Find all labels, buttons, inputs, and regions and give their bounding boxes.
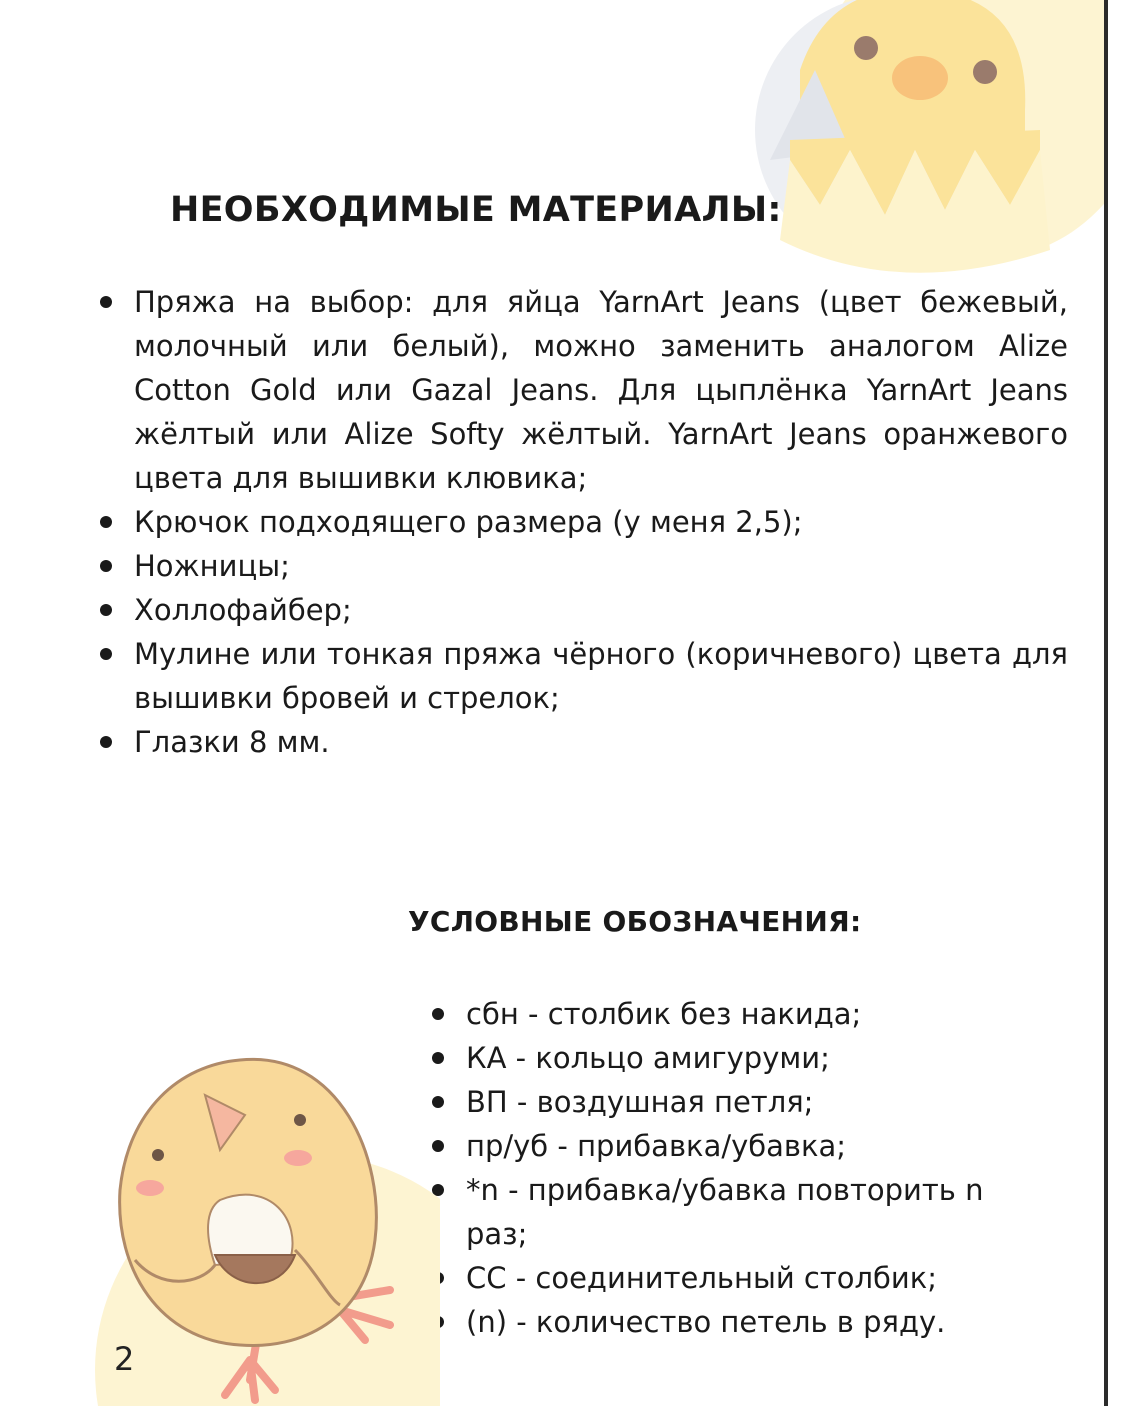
materials-title: НЕОБХОДИМЫЕ МАТЕРИАЛЫ: [170, 190, 782, 230]
page-border [1104, 0, 1108, 1406]
list-item: пр/уб - прибавка/убавка; [430, 1124, 1030, 1168]
list-item: ВП - воздушная петля; [430, 1080, 1030, 1124]
list-item: (n) - количество петель в ряду. [430, 1300, 1030, 1344]
legend-title: УСЛОВНЫЕ ОБОЗНАЧЕНИЯ: [408, 905, 862, 938]
chick-beak [892, 56, 948, 100]
chick-cheek-left [136, 1180, 164, 1196]
list-item: Глазки 8 мм. [98, 720, 1068, 764]
egg-chick-illustration [40, 1040, 440, 1406]
list-item: сбн - столбик без накида; [430, 992, 1030, 1036]
list-item: Мулине или тонкая пряжа чёрного (коричневого) цвета для вышивки бровей и стрелок; [98, 632, 1068, 720]
chick-eye-left [152, 1149, 164, 1161]
list-item: Ножницы; [98, 544, 1068, 588]
materials-list [98, 280, 1068, 764]
chick-eye-left [854, 36, 878, 60]
list-item: Пряжа на выбор: для яйца YarnArt Jeans (цвет бежевый, молочный или белый), можно заменить аналогом Alize Cotton Gold или Gazal Jeans. Для цыплёнка YarnArt Jeans жёлтый или Alize Softy жёлтый. YarnArt Jeans оранжевого цвета для вышивки клювика; [98, 280, 1068, 500]
list-item: КА - кольцо амигуруми; [430, 1036, 1030, 1080]
hatching-chick-illustration [740, 0, 1104, 290]
list-item: *n - прибавка/убавка повторить n раз; [430, 1168, 1030, 1256]
chick-eye-right [973, 60, 997, 84]
legend-list [430, 992, 1030, 1344]
list-item: Крючок подходящего размера (у меня 2,5); [98, 500, 1068, 544]
chick-cheek-right [284, 1150, 312, 1166]
chick-eye-right [294, 1114, 306, 1126]
page-number: 2 [114, 1340, 135, 1378]
list-item: Холлофайбер; [98, 588, 1068, 632]
list-item: СС - соединительный столбик; [430, 1256, 1030, 1300]
